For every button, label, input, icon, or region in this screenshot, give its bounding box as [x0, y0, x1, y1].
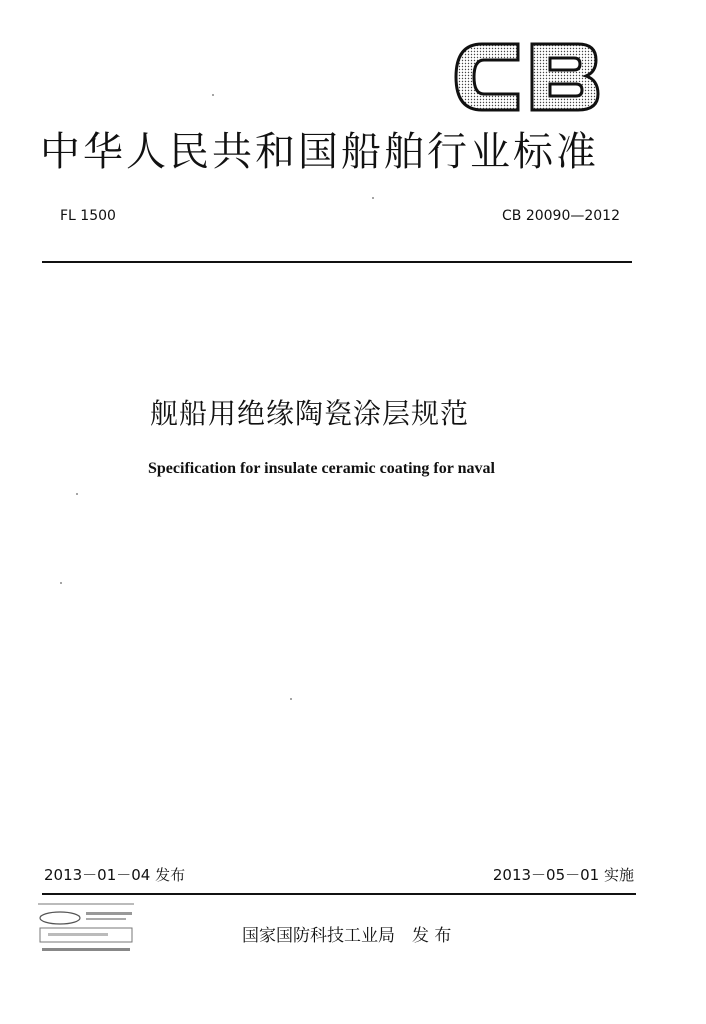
- cb-logo: [452, 38, 602, 116]
- scan-speck: [212, 94, 214, 96]
- standard-number: CB 20090—2012: [502, 208, 620, 224]
- scan-speck: [76, 493, 78, 495]
- standard-title-chinese: 舰船用绝缘陶瓷涂层规范: [150, 397, 470, 430]
- header-divider: [42, 261, 632, 263]
- implementation-date: 2013－05－01 实施: [492, 866, 634, 884]
- library-stamp-icon: [34, 900, 144, 958]
- scan-speck: [290, 698, 292, 700]
- scan-speck: [60, 582, 62, 584]
- footer-divider: [42, 893, 636, 895]
- classification-code: FL 1500: [60, 208, 116, 224]
- issue-date: 2013－01－04 发布: [44, 866, 186, 884]
- publisher: 国家国防科技工业局 发 布: [242, 926, 452, 946]
- standard-title-english: Specification for insulate ceramic coating for naval: [148, 460, 495, 477]
- scan-speck: [372, 197, 374, 199]
- standard-category-title: 中华人民共和国船舶行业标准: [40, 129, 599, 175]
